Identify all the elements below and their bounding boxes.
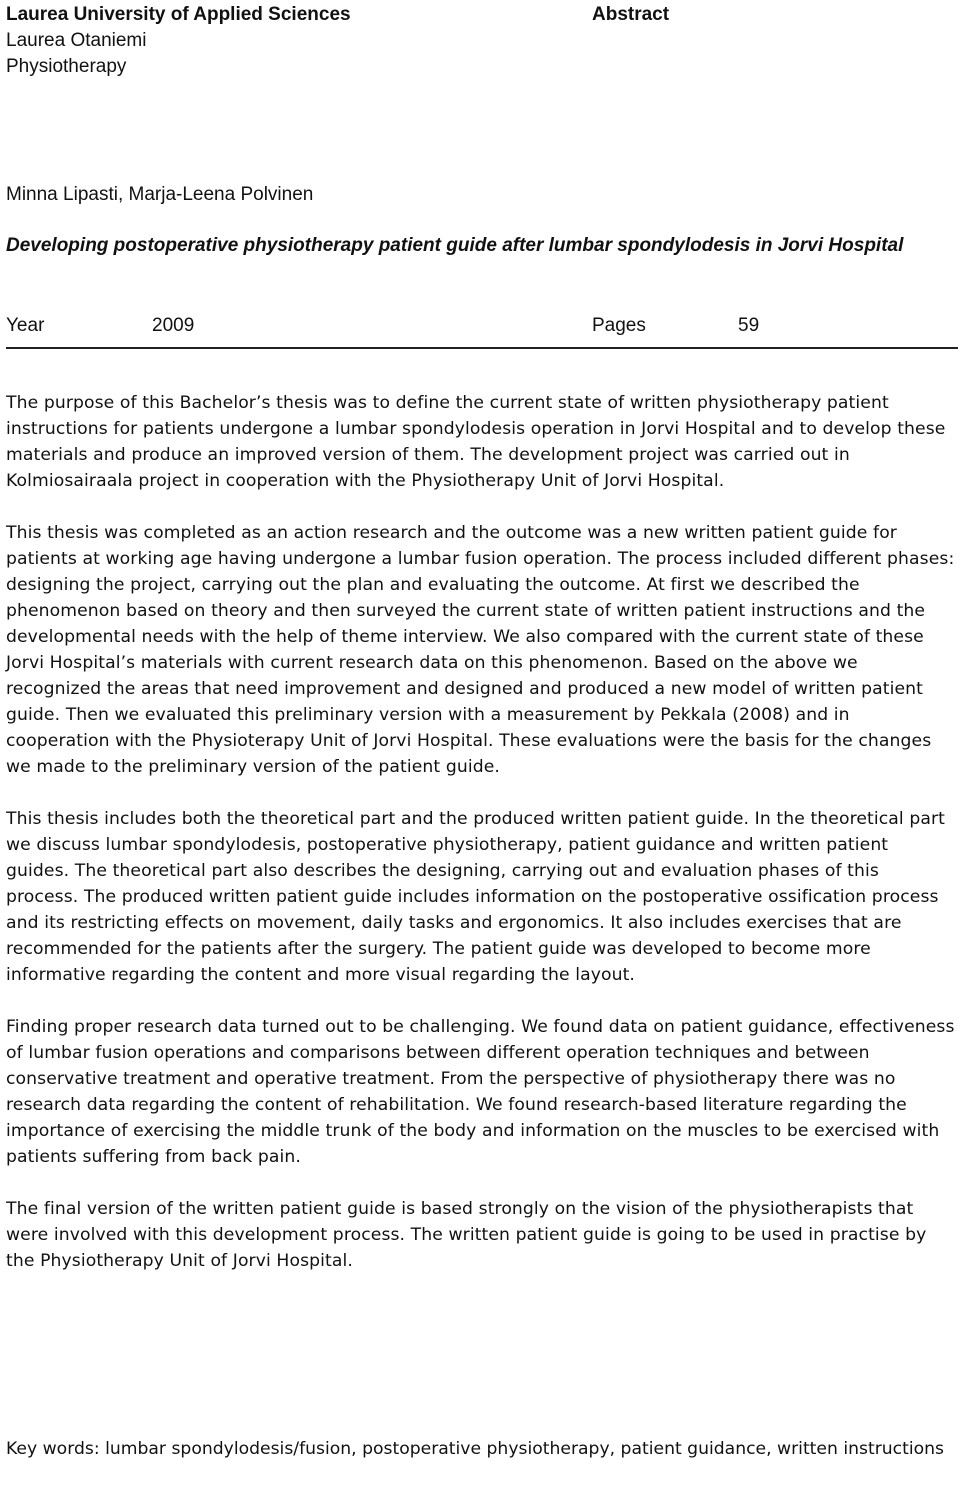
paragraph-2: This thesis was completed as an action research and the outcome was a new written patient guide for patients at working age having undergone a lumbar fusion operation. The process included different phases: designing the project, carrying out the plan and evaluating the outcome. At first we described the phenomenon based on theory and then surveyed the current state of written patient instructions and the developmental needs with the help of theme interview. We also compared with the current state of these Jorvi Hospital’s materials with current research data on this phenomenon. Based on the above we recognized the areas that need improvement and designed and produced a new model of written patient guide. Then we evaluated this preliminary version with a measurement by Pekkala (2008) and in cooperation with the Physioterapy Unit of Jorvi Hospital. These evaluations were the basis for the changes we made to the preliminary version of the patient guide. bbox=[6, 523, 955, 777]
pages-label: Pages bbox=[592, 315, 646, 336]
paragraph-4: Finding proper research data turned out to be challenging. We found data on patient guidance, effectiveness of lumbar fusion operations and comparisons between different operation techniques and between conservative treatment and operative treatment. From the perspective of physiotherapy there was no research data regarding the content of rehabilitation. We found research-based literature regarding the importance of exercising the middle trunk of the body and information on the muscles to be exercised with patients suffering from back pain. bbox=[6, 1017, 955, 1167]
paragraph-1: The purpose of this Bachelor’s thesis was to define the current state of written physiotherapy patient instructions for patients undergone a lumbar spondylodesis operation in Jorvi Hospital and to develop these materials and produce an improved version of them. The development project was carried out in Kolmiosairaala project in cooperation with the Physiotherapy Unit of Jorvi Hospital. bbox=[6, 393, 946, 491]
abstract-body bbox=[6, 390, 956, 1300]
abstract-label: Abstract bbox=[592, 4, 670, 25]
year-label: Year bbox=[6, 315, 45, 336]
authors: Minna Lipasti, Marja-Leena Polvinen bbox=[6, 184, 314, 205]
thesis-title: Developing postoperative physiotherapy patient guide after lumbar spondylodesis in Jorvi Hospital bbox=[6, 235, 904, 256]
header-block bbox=[6, 2, 956, 80]
pages-value: 59 bbox=[738, 315, 760, 336]
institution-name: Laurea University of Applied Sciences bbox=[6, 4, 351, 25]
year-value: 2009 bbox=[152, 315, 195, 336]
paragraph-5: The final version of the written patient guide is based strongly on the vision of the physiotherapists that were involved with this development process. The written patient guide is going to be used in practise by the Physiotherapy Unit of Jorvi Hospital. bbox=[6, 1199, 927, 1271]
programme-name: Physiotherapy bbox=[6, 56, 127, 77]
paragraph-3: This thesis includes both the theoretical part and the produced written patient guide. In the theoretical part we discuss lumbar spondylodesis, postoperative physiotherapy, patient guidance and written patient guides. The theoretical part also describes the designing, carrying out and evaluation phases of this process. The produced written patient guide includes information on the postoperative ossification process and its restricting effects on movement, daily tasks and ergonomics. It also includes exercises that are recommended for the patients after the surgery. The patient guide was developed to become more informative regarding the content and more visual regarding the layout. bbox=[6, 809, 946, 985]
campus-name: Laurea Otaniemi bbox=[6, 30, 147, 51]
keywords: Key words: lumbar spondylodesis/fusion, postoperative physiotherapy, patient guidance, written instructions bbox=[6, 1439, 945, 1459]
meta-row bbox=[6, 313, 958, 349]
